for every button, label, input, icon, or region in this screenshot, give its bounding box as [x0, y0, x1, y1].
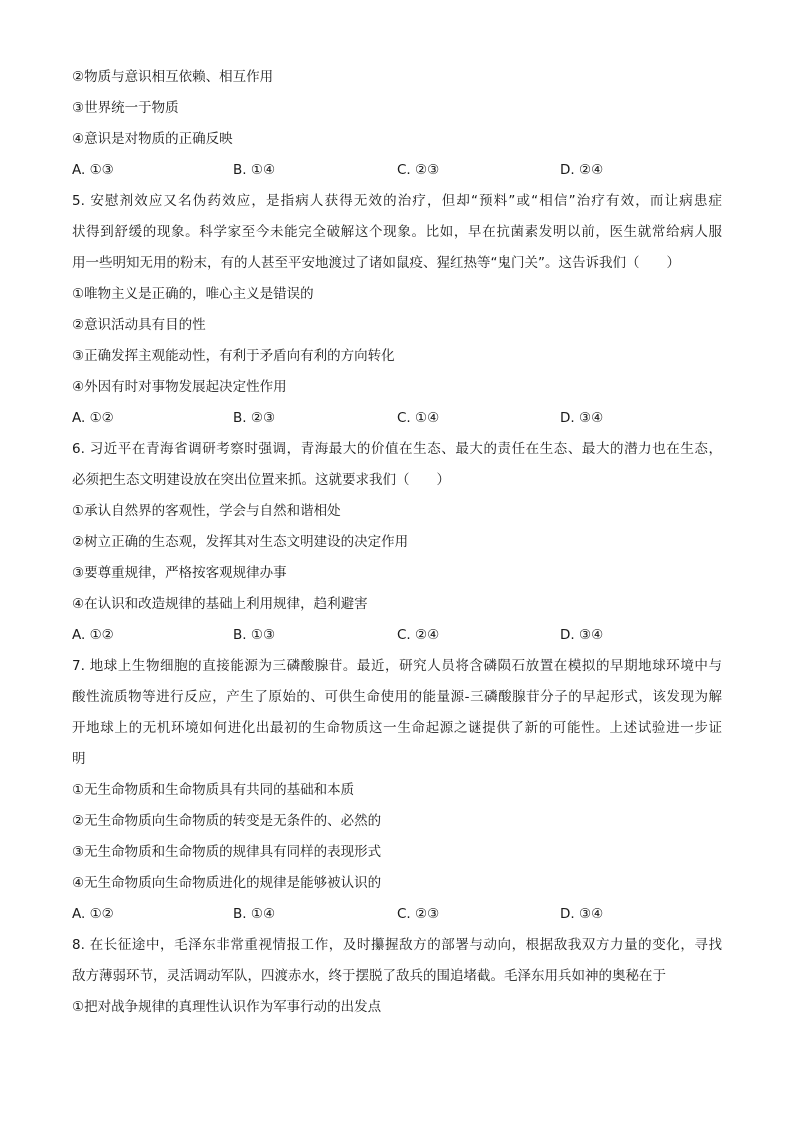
question-stem — [72, 186, 722, 279]
answer-options — [72, 620, 722, 651]
statement-2: ②意识活动具有目的性 — [72, 317, 206, 333]
option-d: D. ②④ — [560, 162, 604, 178]
question-6 — [72, 434, 722, 651]
option-d: D. ③④ — [560, 627, 604, 643]
question-5 — [72, 186, 722, 434]
statement-3: ③正确发挥主观能动性，有利于矛盾向有利的方向转化 — [72, 348, 395, 364]
stem-line: 8. 在长征途中，毛泽东非常重视情报工作，及时攥握敌方的部署与动向，根据敌我双方力量的变化，寻找 — [72, 937, 722, 953]
option-a: A. ①② — [72, 627, 114, 643]
document-content — [72, 62, 722, 1023]
option-d: D. ③④ — [560, 906, 604, 922]
statement-1: ①把对战争规律的真理性认识作为军事行动的出发点 — [72, 999, 382, 1015]
option-b: B. ②③ — [233, 410, 276, 426]
option-c: C. ①④ — [397, 410, 440, 426]
statement-1: ①无生命物质和生命物质具有共同的基础和本质 — [72, 782, 355, 798]
statement-3: ③无生命物质和生命物质的规律具有同样的表现形式 — [72, 844, 382, 860]
stem-line: 明 — [72, 751, 86, 767]
statement-2: ②物质与意识相互依赖、相互作用 — [72, 69, 274, 85]
option-b: B. ①④ — [233, 162, 276, 178]
question-7 — [72, 651, 722, 930]
question-stem — [72, 651, 722, 775]
stem-line: 必须把生态文明建设放在突出位置来抓。这就要求我们（ ） — [72, 472, 450, 488]
option-c: C. ②③ — [397, 906, 440, 922]
question-stem — [72, 434, 722, 496]
statement-1: ①唯物主义是正确的，唯心主义是错误的 — [72, 286, 314, 302]
statement-4: ④意识是对物质的正确反映 — [72, 131, 233, 147]
statement-3: ③世界统一于物质 — [72, 100, 179, 116]
question-4-continuation — [72, 62, 722, 186]
question-8 — [72, 930, 722, 1023]
stem-line: 用一些明知无用的粉末，有的人甚至平安地渡过了诸如鼠疫、猩红热等“鬼门关”。这告诉我们（ ） — [72, 255, 680, 271]
answer-options — [72, 403, 722, 434]
answer-options — [72, 155, 722, 186]
option-c: C. ②④ — [397, 627, 440, 643]
option-a: A. ①② — [72, 906, 114, 922]
answer-options — [72, 899, 722, 930]
statement-4: ④在认识和改造规律的基础上利用规律，趋利避害 — [72, 596, 368, 612]
statement-1: ①承认自然界的客观性，学会与自然和谐相处 — [72, 503, 341, 519]
stem-line: 5. 安慰剂效应又名伪药效应，是指病人获得无效的治疗，但却“预料”或“相信”治疗有效，而让病患症 — [72, 193, 722, 209]
stem-line: 6. 习近平在青海省调研考察时强调，青海最大的价值在生态、最大的责任在生态、最大的潜力也在生态， — [72, 441, 722, 457]
option-a: A. ①③ — [72, 162, 114, 178]
question-stem — [72, 930, 722, 992]
stem-line: 酸性流质物等进行反应，产生了原始的、可供生命使用的能量源-三磷酸腺苷分子的早起形式，该发现为解 — [72, 689, 722, 705]
stem-line: 状得到舒缓的现象。科学家至今未能完全破解这个现象。比如，早在抗菌素发明以前，医生就常给病人服 — [72, 224, 722, 240]
option-b: B. ①③ — [233, 627, 276, 643]
statement-4: ④无生命物质向生命物质进化的规律是能够被认识的 — [72, 875, 382, 891]
statement-3: ③要尊重规律，严格按客观规律办事 — [72, 565, 287, 581]
option-a: A. ①② — [72, 410, 114, 426]
statement-2: ②无生命物质向生命物质的转变是无条件的、必然的 — [72, 813, 382, 829]
stem-line: 敌方薄弱环节，灵活调动军队，四渡赤水，终于摆脱了敌兵的围追堵截。毛泽东用兵如神的奥秘在于 — [72, 968, 666, 984]
option-b: B. ①④ — [233, 906, 276, 922]
stem-line: 7. 地球上生物细胞的直接能源为三磷酸腺苷。最近，研究人员将含磷陨石放置在模拟的早期地球环境中与 — [72, 658, 722, 674]
option-d: D. ③④ — [560, 410, 604, 426]
stem-line: 开地球上的无机环境如何进化出最初的生命物质这一生命起源之谜提供了新的可能性。上述试验进一步证 — [72, 720, 722, 736]
statement-4: ④外因有时对事物发展起决定性作用 — [72, 379, 287, 395]
statement-2: ②树立正确的生态观，发挥其对生态文明建设的决定作用 — [72, 534, 409, 550]
option-c: C. ②③ — [397, 162, 440, 178]
